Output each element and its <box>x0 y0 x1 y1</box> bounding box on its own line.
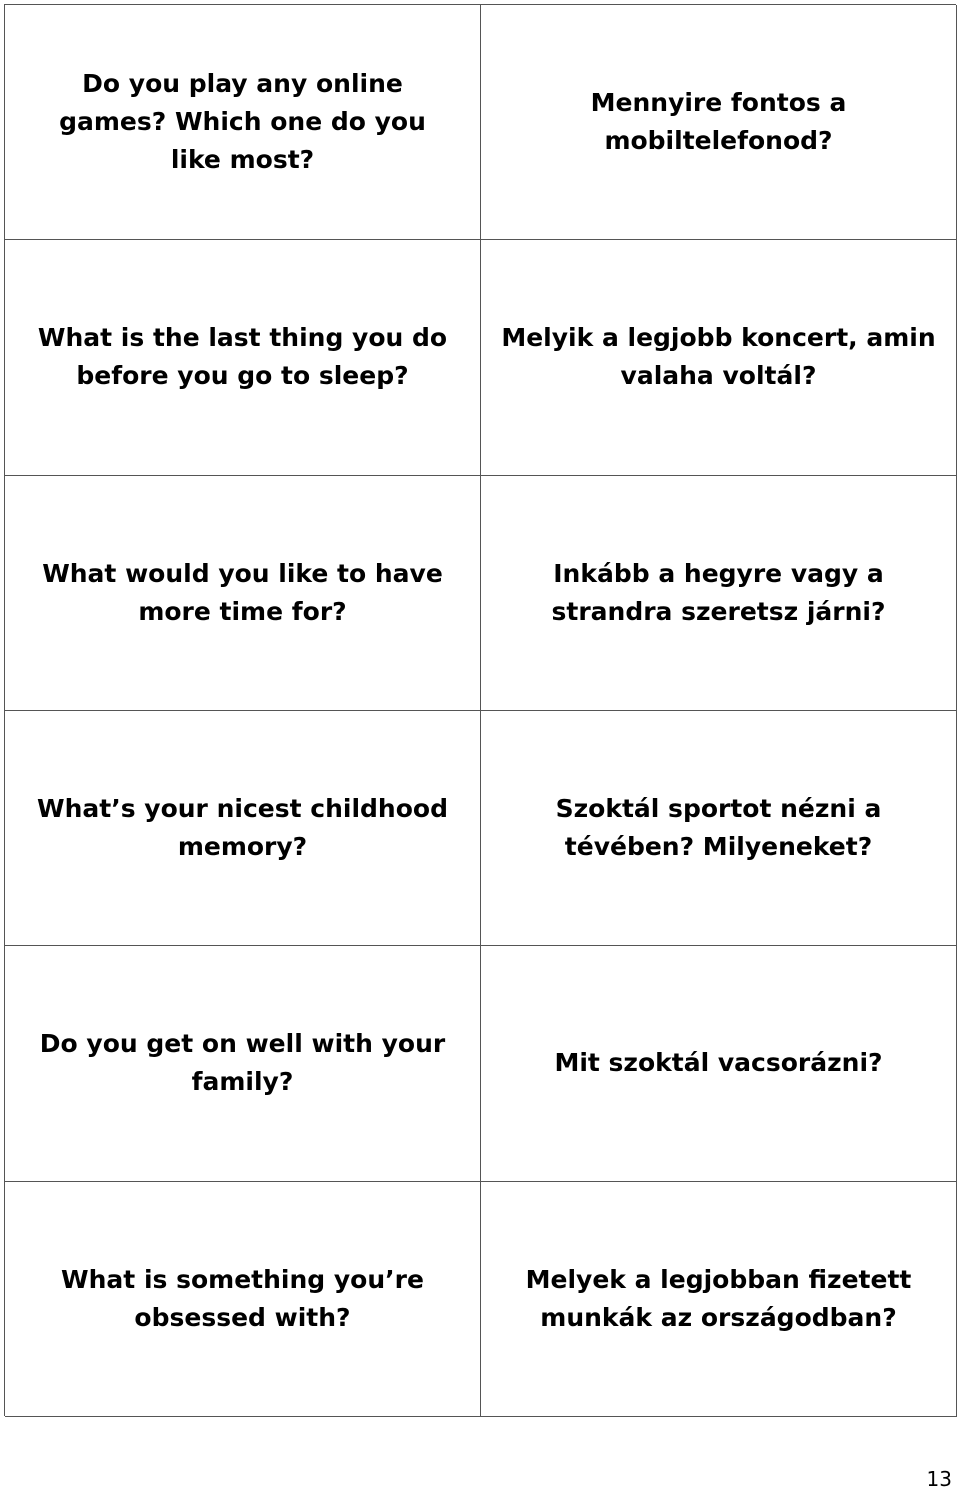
card-3 <box>5 240 481 475</box>
card-6-text: Inkább a hegyre vagy a strandra szeretsz járni? <box>551 558 886 626</box>
card-6 <box>481 476 957 711</box>
card-12-text: Melyek a legjobban fizetett munkák az országodban? <box>525 1264 912 1332</box>
card-5 <box>5 476 481 711</box>
card-2-text: Mennyire fontos a mobiltelefonod? <box>590 88 847 156</box>
card-11-text: What is something you’re obsessed with? <box>61 1264 424 1332</box>
card-11 <box>5 1182 481 1417</box>
card-3-text: What is the last thing you do before you go to sleep? <box>37 323 448 391</box>
card-8-text: Szoktál sportot nézni a tévében? Milyeneket? <box>555 794 882 862</box>
card-1-text: Do you play any online games? Which one do you like most? <box>59 69 426 175</box>
card-9-text: Do you get on well with your family? <box>39 1029 446 1097</box>
card-7-text: What’s your nicest childhood memory? <box>37 794 448 862</box>
card-10 <box>481 946 957 1181</box>
page-number: 13 <box>926 1467 952 1491</box>
card-2 <box>481 5 957 240</box>
card-12 <box>481 1182 957 1417</box>
card-1 <box>5 5 481 240</box>
card-10-text: Mit szoktál vacsorázni? <box>554 1048 883 1078</box>
card-8 <box>481 711 957 946</box>
card-5-text: What would you like to have more time for? <box>42 558 443 626</box>
card-7 <box>5 711 481 946</box>
card-4 <box>481 240 957 475</box>
card-4-text: Melyik a legjobb koncert, amin valaha voltál? <box>501 323 936 391</box>
card-9 <box>5 946 481 1181</box>
card-grid <box>4 4 956 1416</box>
